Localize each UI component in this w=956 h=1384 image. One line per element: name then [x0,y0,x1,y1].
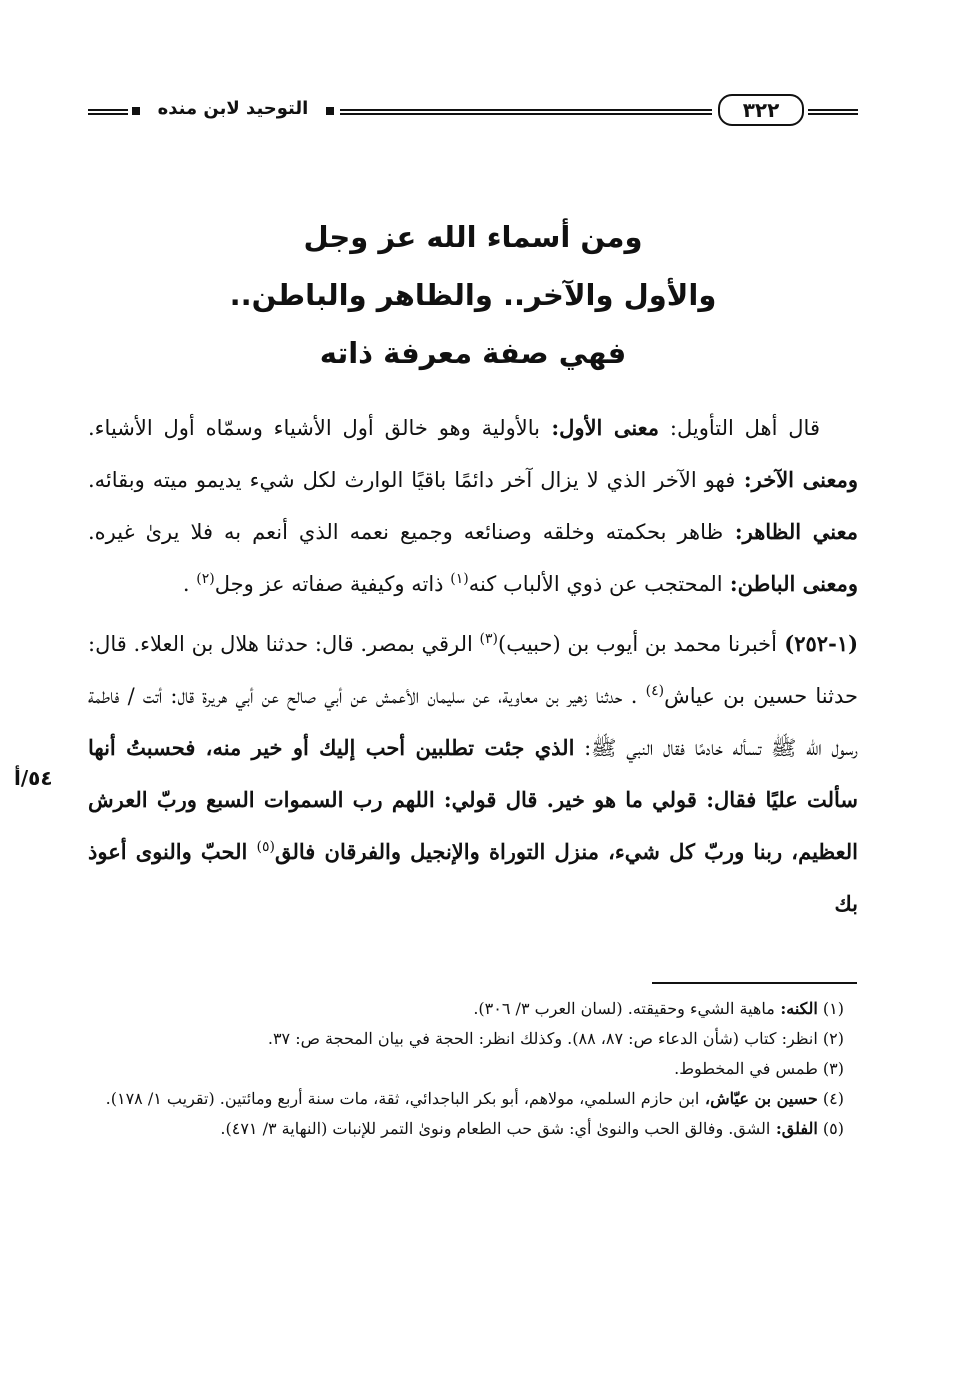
footnote-text: انظر: كتاب (شأن الدعاء ص: ٨٧، ٨٨). وكذلك انظر: الحجة في بيان المحجة ص: ٣٧. [267,1029,818,1048]
footnote-ref[interactable]: (٣) [479,631,498,647]
footnote-number: (٥) [817,1119,844,1138]
footnote-term: الكنه: [774,999,818,1018]
header-square-ornament [326,107,334,115]
heading-line-3: فهي صفة معرفة ذاته [319,336,627,370]
footnote-number: (٢) [817,1029,844,1048]
hadith-text: الحبّ والنوى أعوذ بك [88,839,858,916]
running-header [88,98,858,138]
footnote-ref[interactable]: (١) [450,571,469,587]
footnote-separator [652,982,857,984]
footnote-ref[interactable]: (٢) [196,571,215,587]
running-title: التوحيد لابن منده [157,98,309,119]
paragraph-definitions [88,402,858,610]
text-run: الرقي بمصر. قال: حدثنا هلال بن العلاء. قال: حدثنا حسين بن عياش [88,632,858,708]
term-manifest: معني الظاهر: [723,519,858,544]
manuscript-folio-marker: ٥٤/أ [14,766,53,790]
footnote-2 [88,1024,858,1054]
heading-line-2: والأول والآخر.. والظاهر والباطن.. [229,278,717,312]
text-run: بالأولية وهو خالق أول الأشياء وسمّاه أول الأشياء. [88,416,540,440]
hadith-number: (١-٢٥٢) [776,631,859,656]
footnote-text: ابن حازم السلمي، مولاهم، أبو بكر الباجدائي، ثقة، مات سنة أربع ومائتين. (تقريب ١/ ١٧٨). [105,1089,700,1108]
text-run: . [182,572,197,596]
header-rule-right [808,109,858,115]
footnote-number: (٣) [817,1059,844,1078]
footnote-ref[interactable]: (٤) [645,683,665,699]
heading-line-1: ومن أسماء الله عز وجل [303,220,643,254]
footnote-text: طمس في المخطوط. [674,1059,818,1078]
footnotes [88,994,858,1144]
footnote-5 [88,1114,858,1144]
text-run: أخبرنا محمد بن أيوب بن (حبيب) [498,632,777,656]
text-run: . حدثنا زهير بن معاوية، عن سليمان الأعمش عن أبي صالح عن أبي هريرة قال: أتت / فاطمة رسول الله ﷺ تسأله خادمًا فقال النبي ﷺ: [88,684,858,760]
footnote-text: ماهية الشيء وحقيقته. (لسان العرب ٣/ ٣٠٦). [473,999,775,1018]
hadith-text: الذي جئت تطلبين أحب إليك أو خير منه، فحسبتُ أنها سألت عليًا فقال: قولي ما هو خير. قال قولي: اللهم رب السموات السبع وربّ العرش العظيم، ربنا وربّ كل شيء، منزل التوراة والإنجيل والفرقان فالق [88,735,858,864]
text-run: فهو الآخر الذي لا يزال آخر دائمًا باقيًا الوارث لكل شيء يديمو ميته وبقائه. [88,468,736,492]
footnote-term: الفلق: [770,1119,818,1138]
footnote-number: (٤) [817,1089,844,1108]
footnote-1 [88,994,858,1024]
footnote-3 [88,1054,858,1084]
footnote-term: حسين بن عيّاش، [699,1089,818,1108]
term-hidden: ومعنى الباطن: [722,571,858,596]
chapter-heading [88,208,858,382]
footnote-4 [88,1084,858,1114]
text-run: المحتجب عن ذوي الألباب كنه [468,572,723,596]
paragraph-hadith [88,618,858,930]
header-square-ornament [132,107,140,115]
text-run: قال أهل التأويل: [659,416,820,440]
body-text [88,402,858,930]
term-first: معنى الأول: [539,415,660,440]
header-rule-middle [340,109,712,115]
text-run: ظاهر بحكمته وخلقه وصنائعه وجميع نعمه الذي أنعم به فلا يرىٰ غيره. [88,520,724,544]
footnote-number: (١) [817,999,844,1018]
footnote-ref[interactable]: (٥) [256,839,275,855]
header-rule-left [88,109,128,115]
text-run: ذاته وكيفية صفاته عز وجل [214,572,451,596]
page-number: ٣٢٢ [718,94,804,126]
footnote-text: الشق. وفالق الحب والنوىٰ أي: شق حب الطعام ونوىٰ التمر للإنبات (النهاية ٣/ ٤٧١). [220,1119,771,1138]
term-last: ومعنى الآخر: [735,467,858,492]
